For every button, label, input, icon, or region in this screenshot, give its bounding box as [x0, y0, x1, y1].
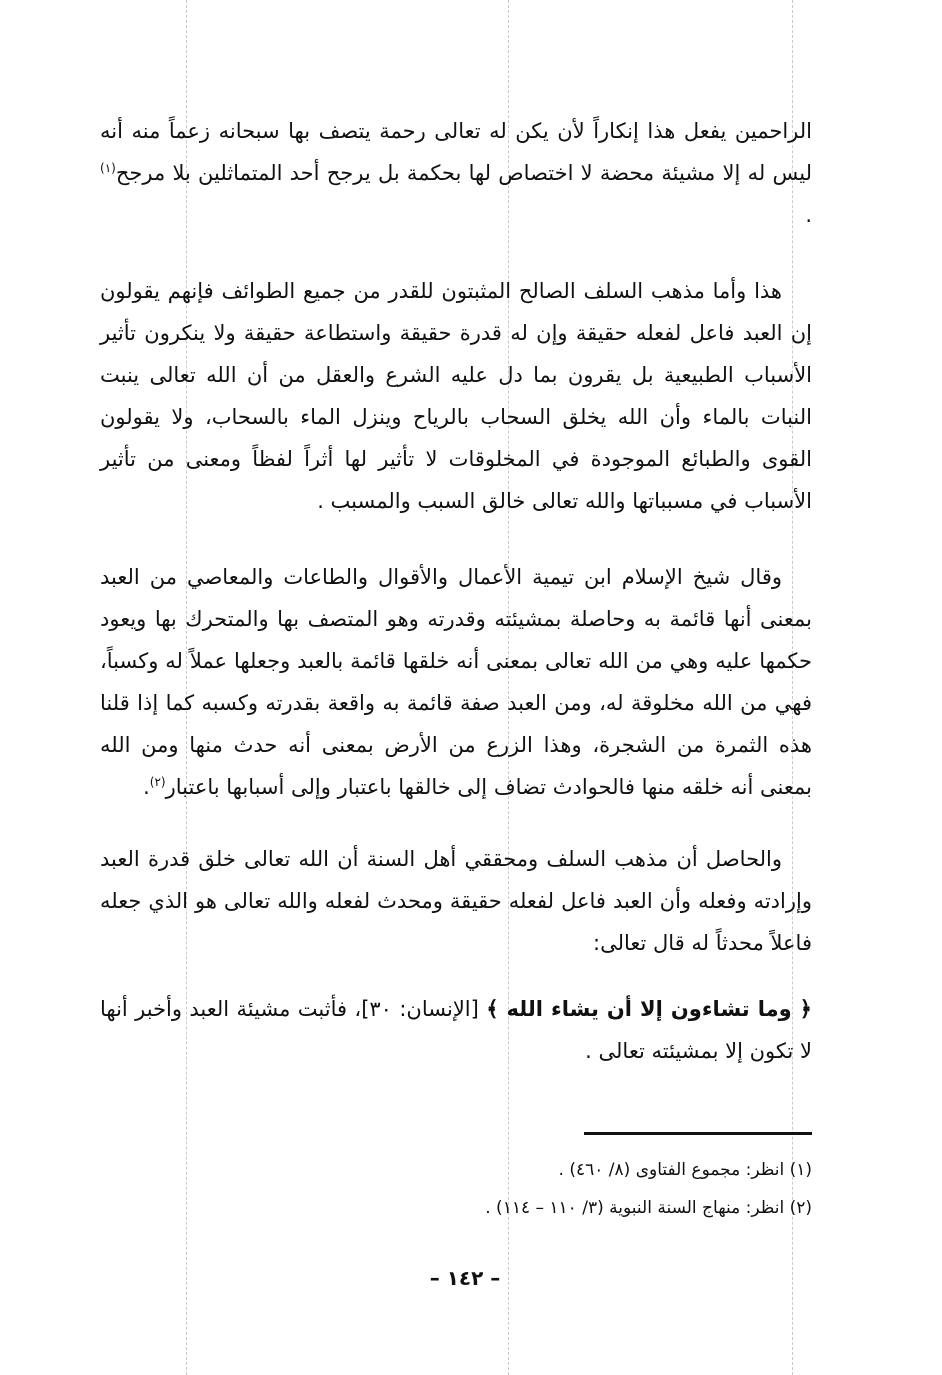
paragraph-4	[100, 838, 812, 964]
paragraph-text	[100, 988, 812, 1072]
paragraph-text: والحاصل أن مذهب السلف ومحققي أهل السنة أن الله تعالى خلق قدرة العبد وإرادته وفعله وأن العبد فاعل لفعله حقيقة ومحدث لفعله والله تعالى هو الذي جعله فاعلاً محدثاً له قال تعالى:	[100, 847, 812, 955]
paragraph-text	[100, 110, 812, 236]
footnote-reference-1[interactable]: (١)	[100, 161, 116, 175]
quran-close-bracket: ﴾	[486, 997, 499, 1021]
footnote-1: (١) انظر: مجموع الفتاوى (٨/ ٤٦٠) .	[558, 1160, 812, 1180]
paragraph-1	[100, 110, 812, 236]
paragraph-body: الراحمين يفعل هذا إنكاراً لأن يكن له تعالى رحمة يتصف بها سبحانه زعماً منه أنه ليس له إلا مشيئة محضة لا اختصاص لها بحكمة بل يرجح أحد المتماثلين بلا مرجح	[100, 119, 812, 185]
paragraph-end: .	[805, 203, 812, 227]
paragraph-end: .	[143, 775, 150, 799]
footnote-reference-2[interactable]: (٢)	[149, 775, 166, 789]
footnote-separator	[584, 1132, 812, 1135]
paragraph-text: هذا وأما مذهب السلف الصالح المثبتون للقدر من جميع الطوائف فإنهم يقولون إن العبد فاعل لفعله حقيقة وإن له قدرة حقيقة واستطاعة حقيقة ولا ينكرون تأثير الأسباب الطبيعية بل يقرون بما دل عليه الشرع والعقل من أن الله تعالى ينبت النبات بالماء وأن الله يخلق السحاب بالرياح وينزل الماء بالسحاب، ولا يقولون القوى والطبائع الموجودة في المخلوقات لا تأثير لها أثراً لفظاً ومعنى من تأثير الأسباب في مسبباتها والله تعالى خالق السبب والمسبب .	[100, 279, 812, 513]
paragraph-body: [الإنسان: ٣٠]، فأثبت مشيئة العبد وأخبر أنها لا تكون إلا بمشيئته تعالى .	[100, 997, 812, 1063]
quran-open-bracket: ﴿	[799, 997, 812, 1021]
paragraph-5	[100, 988, 812, 1072]
footnote-2: (٢) انظر: منهاج السنة النبوية (٣/ ١١٠ – ١١٤) .	[485, 1198, 812, 1218]
paragraph-body: وقال شيخ الإسلام ابن تيمية الأعمال والأقوال والطاعات والمعاصي من العبد بمعنى أنها قائمة به وحاصلة بمشيئته وقدرته وهو المتصف بها والمتحرك بها ويعود حكمها عليه وهي من الله تعالى بمعنى أنه خلقها قائمة بالعبد وجعلها عملاً له وكسباً، فهي من الله مخلوقة له، ومن العبد صفة قائمة به واقعة بقدرته وكسبه كما إذا قلنا هذه الثمرة من الشجرة، وهذا الزرع من الأرض بمعنى أنه حدث منها ومن الله بمعنى أنه خلقه منها فالحوادث تضاف إلى خالقها باعتبار وإلى أسبابها باعتبار	[100, 565, 812, 799]
paragraph-text	[100, 556, 812, 808]
quran-verse: وما تشاءون إلا أن يشاء الله	[498, 997, 800, 1021]
page-number: – ١٤٢ –	[429, 1266, 501, 1290]
paragraph-2	[100, 270, 812, 522]
paragraph-3	[100, 556, 812, 808]
